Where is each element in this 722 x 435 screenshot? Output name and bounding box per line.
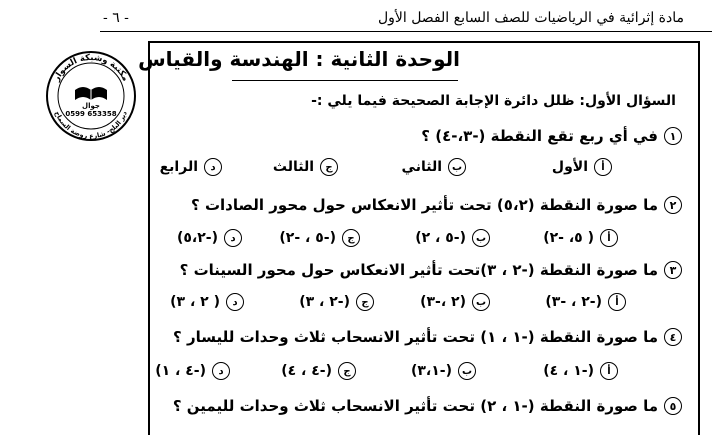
option-letter[interactable]: أ — [600, 229, 618, 247]
option-text: الأول — [551, 159, 588, 175]
question-number: ٤ — [664, 328, 682, 346]
stamp-arc-bottom: دير البلح- شارع روضة السماح — [53, 110, 129, 141]
page-number: - ٦ - — [103, 10, 129, 26]
option-text: الرابع — [159, 159, 198, 175]
option-text: (-٥،٢) — [176, 230, 218, 246]
header-title: مادة إثرائية في الرياضيات للصف السابع الفصل الأول — [377, 10, 684, 26]
q1-option-c[interactable] — [273, 156, 338, 178]
question-number: ٢ — [664, 196, 682, 214]
question-number: ٥ — [664, 397, 682, 415]
option-text: (-٣،١) — [410, 363, 452, 379]
option-text: ( ٢ ، ٣) — [170, 294, 220, 310]
option-letter[interactable]: أ — [608, 293, 626, 311]
book-icon — [75, 87, 107, 100]
unit-title-underline — [232, 80, 458, 81]
question-3 — [180, 258, 682, 282]
option-letter[interactable]: ب — [472, 293, 490, 311]
q4-option-b[interactable] — [411, 360, 476, 382]
option-letter[interactable]: د — [226, 293, 244, 311]
q4-option-a[interactable] — [543, 360, 618, 382]
question-number: ١ — [664, 127, 682, 145]
question-heading: السؤال الأول: ظلل دائرة الإجابة الصحيحة فيما يلي :- — [311, 93, 676, 109]
option-letter[interactable]: ب — [458, 362, 476, 380]
q2-option-a[interactable] — [543, 227, 618, 249]
header-divider — [100, 31, 712, 32]
q4-option-d[interactable] — [155, 360, 230, 382]
q2-option-b[interactable] — [415, 227, 490, 249]
option-letter[interactable]: ج — [338, 362, 356, 380]
option-text: (-٥ ، ٢) — [415, 230, 466, 246]
option-text: (-٤ ، ١) — [155, 363, 206, 379]
option-letter[interactable]: ج — [320, 158, 338, 176]
option-letter[interactable]: ج — [342, 229, 360, 247]
option-letter[interactable]: أ — [594, 158, 612, 176]
stamp-mobile-label: جوال — [82, 102, 100, 110]
option-text: (٢ ،-٣) — [420, 294, 466, 310]
question-text: ما صورة النقطة (٥،٢) تحت تأثير الانعكاس حول محور الصادات ؟ — [191, 196, 658, 214]
question-text: في أي ربع تقع النقطة (-٣،-٤) ؟ — [421, 127, 658, 145]
q1-option-b[interactable] — [402, 156, 466, 178]
option-text: (-٤ ، ٤) — [281, 363, 332, 379]
question-text: ما صورة النقطة (-٢ ، ٣)تحت تأثير الانعكاس حول محور السينات ؟ — [179, 261, 658, 279]
q2-option-c[interactable] — [279, 227, 360, 249]
option-letter[interactable]: أ — [600, 362, 618, 380]
option-letter[interactable]: ب — [448, 158, 466, 176]
stamp-phone: 0599 653358 — [65, 110, 117, 118]
question-text: ما صورة النقطة (-١ ، ٢) تحت تأثير الانسحاب ثلاث وحدات لليمين ؟ — [172, 397, 658, 415]
stamp-arc-top: مكتبة وشبكة السوار — [51, 52, 131, 84]
q3-option-d[interactable] — [170, 291, 244, 313]
q3-option-a[interactable] — [545, 291, 626, 313]
q1-option-a[interactable] — [552, 156, 612, 178]
q2-option-d[interactable] — [177, 227, 242, 249]
q3-option-c[interactable] — [299, 291, 374, 313]
q1-option-d[interactable] — [160, 156, 222, 178]
question-2 — [191, 193, 682, 217]
question-1 — [421, 124, 682, 148]
option-text: (-٢ ، -٣) — [545, 294, 602, 310]
q3-option-b[interactable] — [420, 291, 490, 313]
option-text: ( ٥، -٢) — [543, 230, 594, 246]
option-letter[interactable]: د — [212, 362, 230, 380]
question-text: ما صورة النقطة (-١ ، ١) تحت تأثير الانسحاب ثلاث وحدات لليسار ؟ — [173, 328, 658, 346]
option-text: (-٢ ، ٣) — [299, 294, 350, 310]
option-text: (-٥ ، -٢) — [279, 230, 336, 246]
option-letter[interactable]: د — [224, 229, 242, 247]
library-stamp — [45, 50, 137, 142]
option-letter[interactable]: ج — [356, 293, 374, 311]
question-number: ٣ — [664, 261, 682, 279]
question-4 — [173, 325, 682, 349]
q4-option-c[interactable] — [281, 360, 356, 382]
question-5 — [173, 394, 682, 418]
option-letter[interactable]: ب — [472, 229, 490, 247]
option-text: (-١ ، ٤) — [543, 363, 594, 379]
option-text: الثاني — [401, 159, 442, 175]
option-text: الثالث — [272, 159, 314, 175]
option-letter[interactable]: د — [204, 158, 222, 176]
unit-title: الوحدة الثانية : الهندسة والقياس — [138, 47, 460, 71]
